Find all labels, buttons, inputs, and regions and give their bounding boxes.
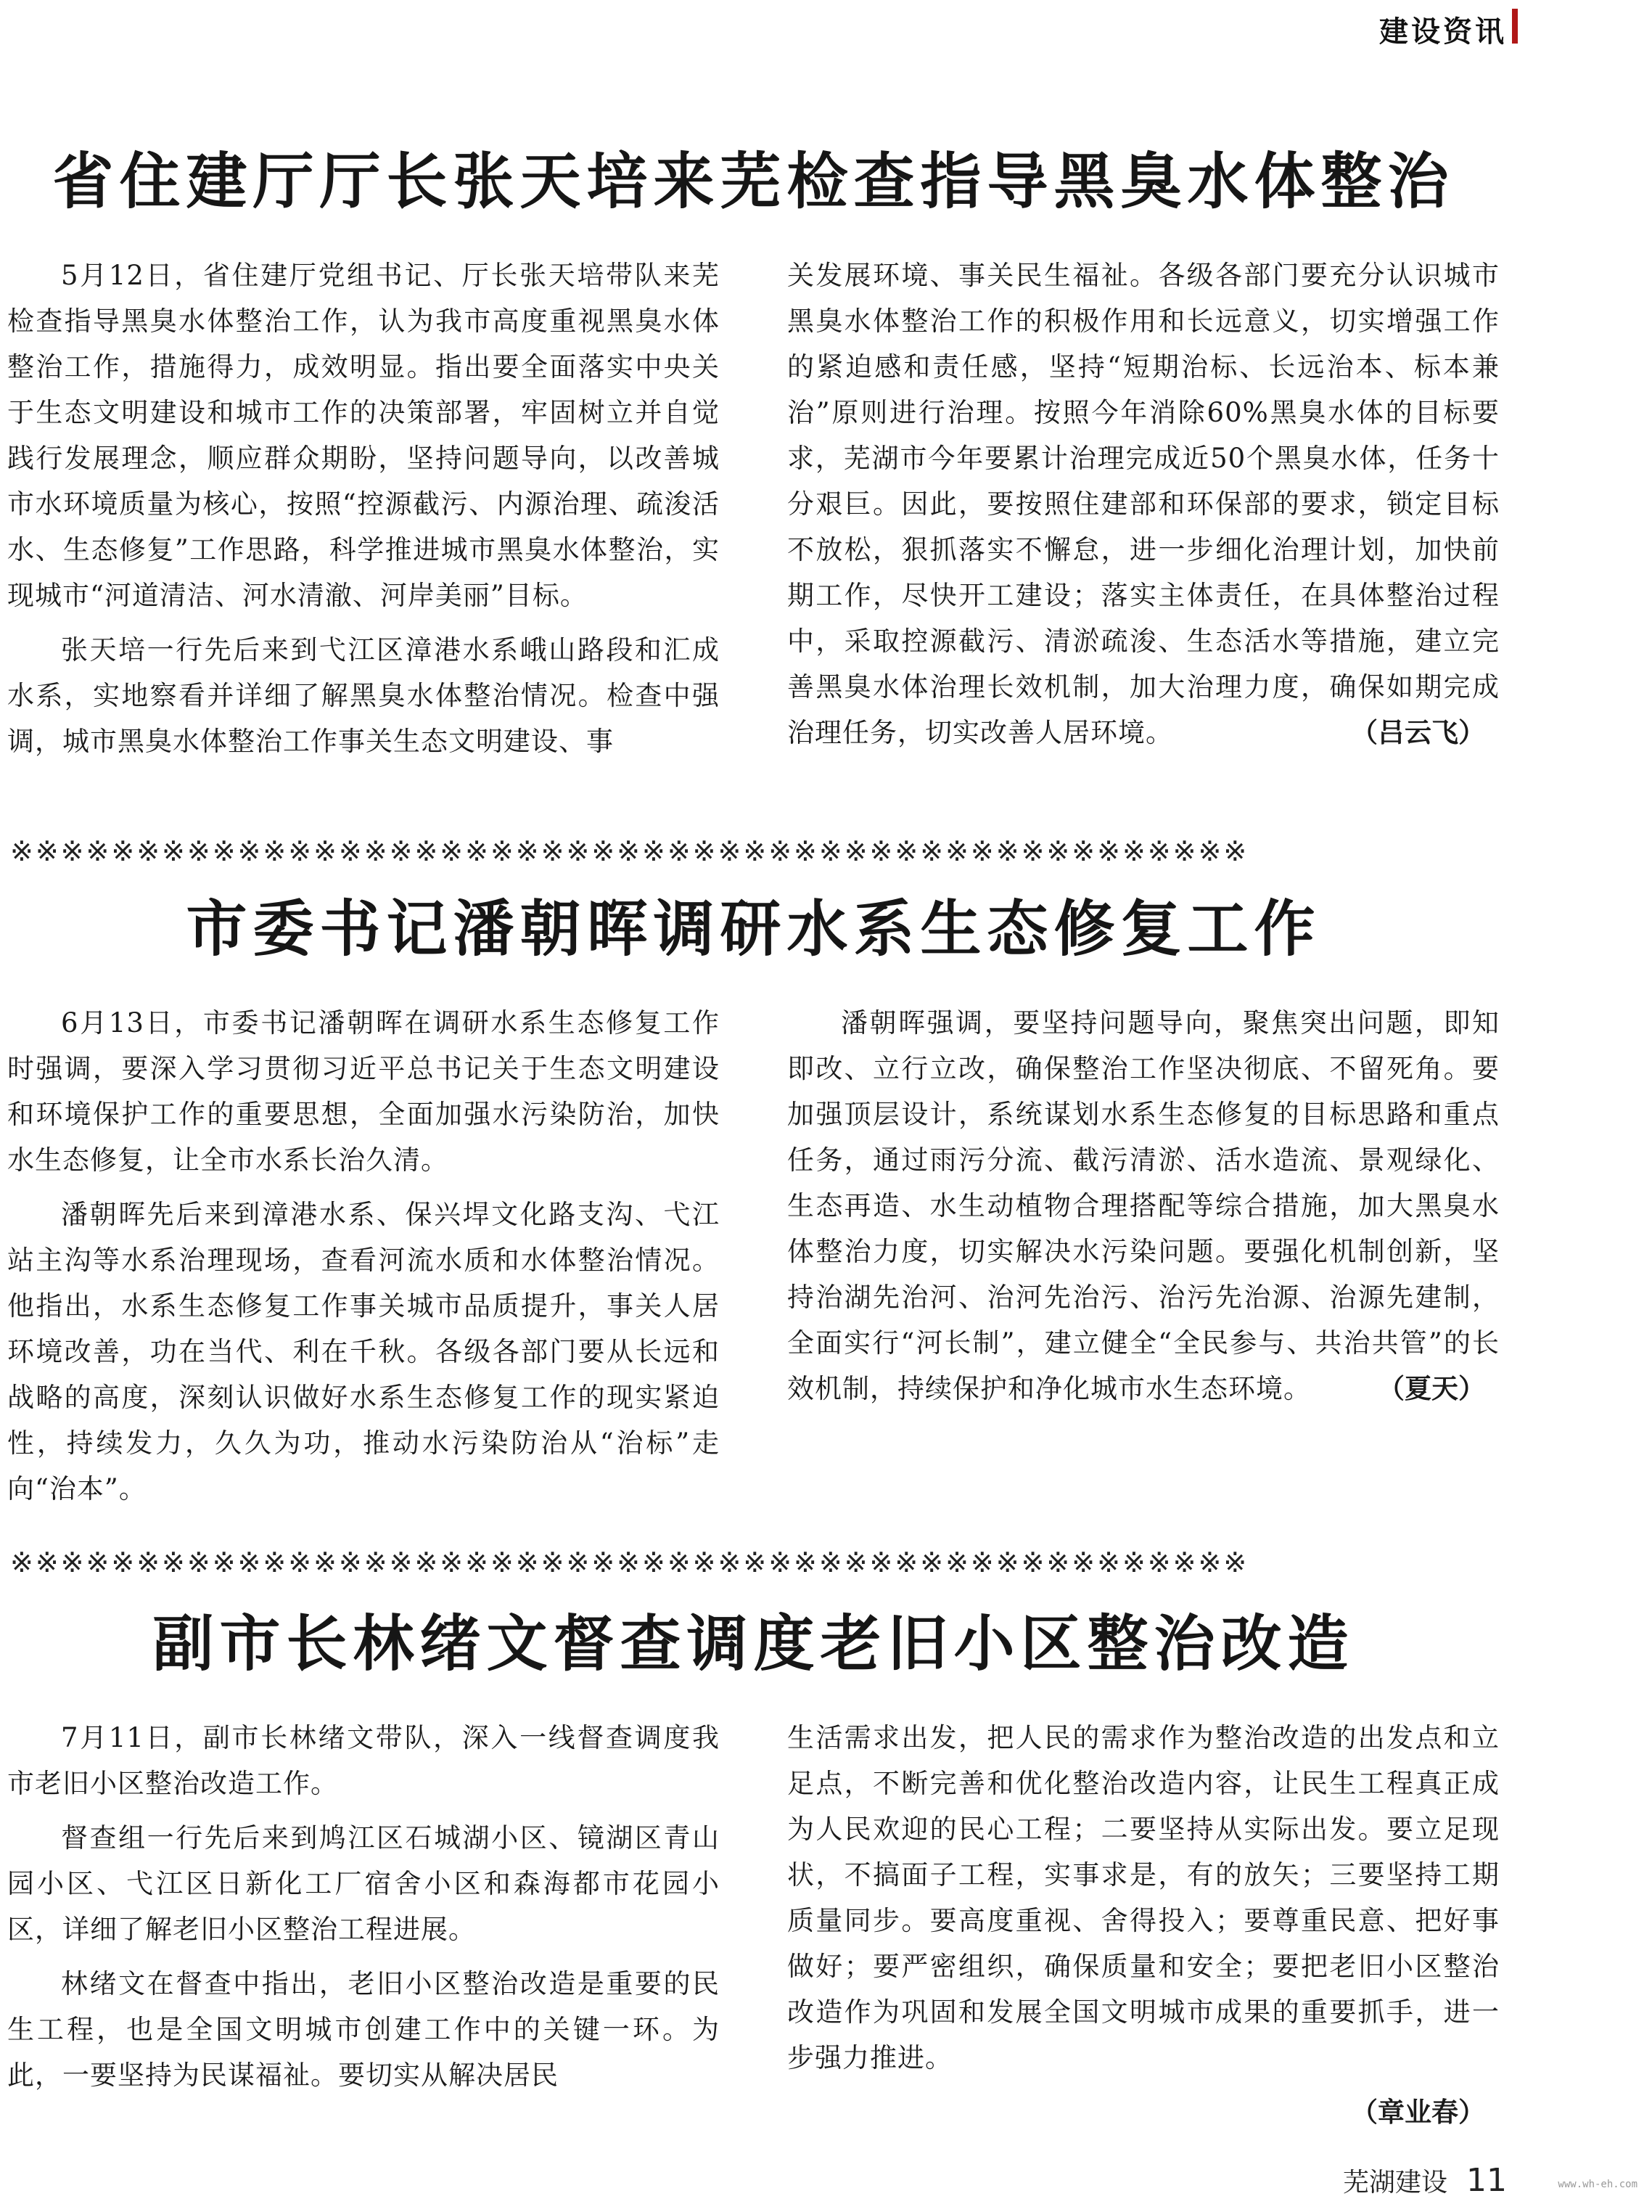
article-2-paragraph: 潘朝晖强调，要坚持问题导向，聚焦突出问题，即知即改、立行立改，确保整治工作坚决彻底、不留死角。要加强顶层设计，系统谋划水系生态修复的目标思路和重点任务，通过雨污分流、截污清淤、活水造流、景观绿化、生态再造、水生动植物合理搭配等综合措施，加大黑臭水体整治力度，切实解决水污染问题。要强化机制创新，坚持治湖先治河、治河先治污、治污先治源、治源先建制，全面实行“河长制”，建立健全“全民参与、共治共管”的长效机制，持续保护和净化城市水生态环境。 <box>787 1007 1500 1404</box>
article-3-paragraph: 生活需求出发，把人民的需求作为整治改造的出发点和立足点，不断完善和优化整治改造内容，让民生工程真正成为人民欢迎的民心工程；二要坚持从实际出发。要立足现状，不搞面子工程，实事求是，有的放矢；三要坚持工期质量同步。要高度重视、舍得投入；要尊重民意、把好事做好；要严密组织，确保质量和安全；要把老旧小区整治改造作为巩固和发展全国文明城市成果的重要抓手，进一步强力推进。 <box>787 1722 1500 2073</box>
article-1-paragraph: 张天培一行先后来到弋江区漳港水系峨山路段和汇成水系，实地察看并详细了解黑臭水体整治情况。检查中强调，城市黑臭水体整治工作事关生态文明建设、事 <box>7 634 720 757</box>
article-3-paragraph: 林绪文在督查中指出，老旧小区整治改造是重要的民生工程，也是全国文明城市创建工作中的关键一环。为此，一要坚持为民谋福祉。要切实从解决居民 <box>7 1968 720 2091</box>
article-2-right-column <box>787 1000 1500 1520</box>
watermark: www.wh-eh.com <box>1558 2179 1637 2190</box>
article-1 <box>7 138 1500 773</box>
article-1-author: （吕云飞） <box>1351 716 1485 748</box>
page-footer <box>1343 2162 1507 2199</box>
section-tag: 建设资讯 <box>1379 15 1507 49</box>
article-1-right-column <box>787 253 1500 773</box>
section-divider: ※※※※※※※※※※※※※※※※※※※※※※※※※※※※※※※※※※※※※※※※※※※※※※※※※ <box>10 835 1249 867</box>
article-2-paragraph: 潘朝晖先后来到漳港水系、保兴垾文化路支沟、弋江站主沟等水系治理现场，查看河流水质和水体整治情况。他指出，水系生态修复工作事关城市品质提升，事关人居环境改善，功在当代、利在千秋。各级各部门要从长远和战略的高度，深刻认识做好水系生态修复工作的现实紧迫性，持续发力，久久为功，推动水污染防治从“治标”走向“治本”。 <box>7 1199 720 1504</box>
article-2-paragraph: 6月13日，市委书记潘朝晖在调研水系生态修复工作时强调，要深入学习贯彻习近平总书记关于生态文明建设和环境保护工作的重要思想，全面加强水污染防治，加快水生态修复，让全市水系长治久清。 <box>7 1007 720 1176</box>
article-3-title: 副市长林绪文督查调度老旧小区整治改造 <box>152 1608 1355 1679</box>
section-divider: ※※※※※※※※※※※※※※※※※※※※※※※※※※※※※※※※※※※※※※※※※※※※※※※※※ <box>10 1547 1249 1578</box>
article-3-paragraph: 督查组一行先后来到鸠江区石城湖小区、镜湖区青山园小区、弋江区日新化工厂宿舍小区和森海都市花园小区，详细了解老旧小区整治工程进展。 <box>7 1822 720 1945</box>
article-2-left-column <box>7 1000 720 1520</box>
article-2-body <box>7 1000 1500 1520</box>
magazine-name: 芜湖建设 <box>1342 2168 1447 2197</box>
section-tag-bar <box>1512 9 1518 44</box>
page-number: 11 <box>1466 2162 1507 2199</box>
article-1-title: 省住建厅厅长张天培来芜检查指导黑臭水体整治 <box>52 146 1455 217</box>
article-3-paragraph: 7月11日，副市长林绪文带队，深入一线督查调度我市老旧小区整治改造工作。 <box>7 1722 720 1799</box>
article-2-title: 市委书记潘朝晖调研水系生态修复工作 <box>186 893 1321 964</box>
article-3-left-column <box>7 1715 720 2135</box>
article-1-paragraph: 5月12日，省住建厅党组书记、厅长张天培带队来芜检查指导黑臭水体整治工作，认为我市高度重视黑臭水体整治工作，措施得力，成效明显。指出要全面落实中央关于生态文明建设和城市工作的决策部署，牢固树立并自觉践行发展理念，顺应群众期盼，坚持问题导向，以改善城市水环境质量为核心，按照“控源截污、内源治理、疏浚活水、生态修复”工作思路，科学推进城市黑臭水体整治，实现城市“河道清洁、河水清澈、河岸美丽”目标。 <box>7 260 720 611</box>
article-2-author: （夏天） <box>1378 1372 1485 1404</box>
article-1-left-column <box>7 253 720 773</box>
article-3 <box>7 1600 1500 2135</box>
article-3-right-column <box>787 1715 1500 2135</box>
article-1-paragraph: 关发展环境、事关民生福祉。各级各部门要充分认识城市黑臭水体整治工作的积极作用和长远意义，切实增强工作的紧迫感和责任感，坚持“短期治标、长远治本、标本兼治”原则进行治理。按照今年消除60%黑臭水体的目标要求，芜湖市今年要累计治理完成近50个黑臭水体，任务十分艰巨。因此，要按照住建部和环保部的要求，锁定目标不放松，狠抓落实不懈怠，进一步细化治理计划，加快前期工作，尽快开工建设；落实主体责任，在具体整治过程中，采取控源截污、清淤疏浚、生态活水等措施，建立完善黑臭水体治理长效机制，加大治理力度，确保如期完成治理任务，切实改善人居环境。 <box>787 260 1500 748</box>
article-3-body <box>7 1715 1500 2135</box>
article-3-author: （章业春） <box>1351 2096 1485 2128</box>
article-1-body <box>7 253 1500 773</box>
article-2 <box>7 885 1500 1520</box>
